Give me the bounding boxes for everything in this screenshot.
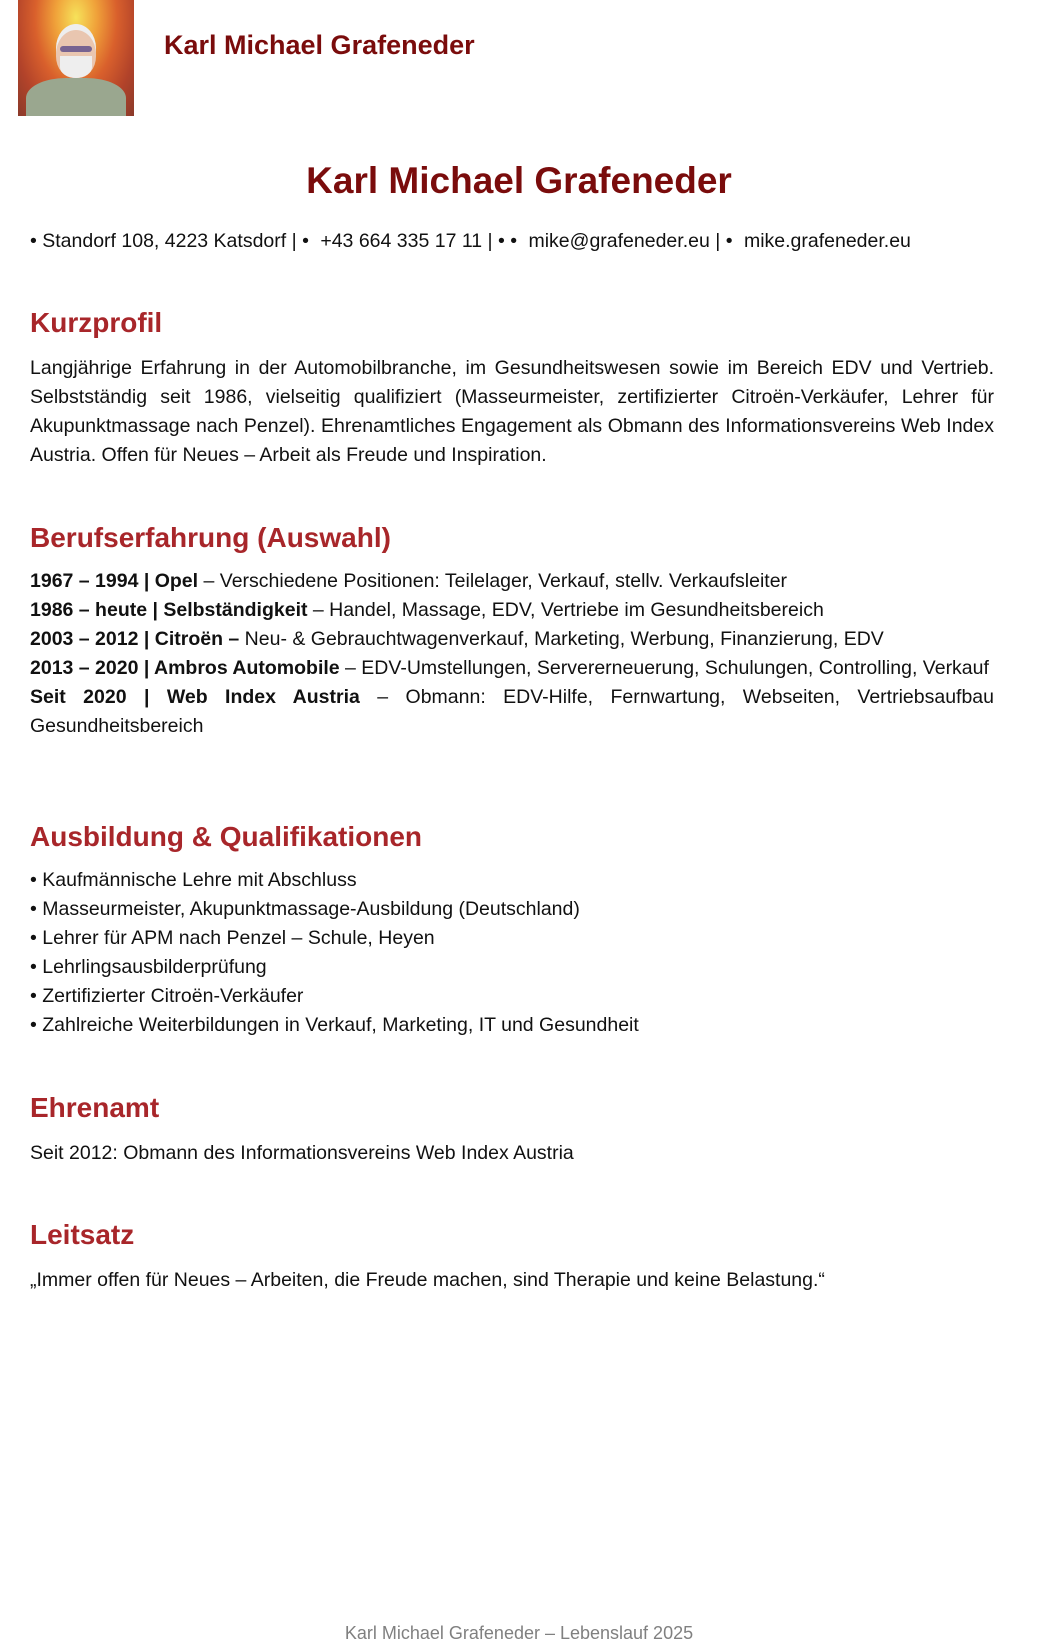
education-list	[30, 866, 639, 1040]
contact-email[interactable]: mike@grafeneder.eu | •	[528, 230, 733, 252]
experience-description: – Obmann: EDV-Hilfe, Fernwartung, Webseiten, Vertriebsaufbau Gesundheitsbereich	[30, 686, 994, 737]
education-item: • Lehrer für APM nach Penzel – Schule, Heyen	[30, 924, 639, 953]
experience-period: Seit 2020 | Web Index Austria	[30, 686, 360, 708]
photo-beard	[60, 56, 92, 78]
heading-ausbildung: Ausbildung & Qualifikationen	[30, 821, 422, 852]
education-item: • Zertifizierter Citroën-Verkäufer	[30, 982, 639, 1011]
experience-description: – Verschiedene Positionen: Teilelager, Verkauf, stellv. Verkaufsleiter	[198, 570, 788, 592]
photo-glasses	[60, 46, 92, 52]
experience-description: Neu- & Gebrauchtwagenverkauf, Marketing, Werbung, Finanzierung, EDV	[239, 628, 884, 650]
experience-entry	[30, 567, 994, 596]
heading-kurzprofil: Kurzprofil	[30, 307, 163, 338]
heading-ehrenamt: Ehrenamt	[30, 1092, 160, 1123]
experience-entry	[30, 625, 994, 654]
heading-leitsatz: Leitsatz	[30, 1219, 135, 1250]
photo-shirt	[26, 78, 126, 116]
experience-entry	[30, 596, 994, 625]
profile-photo	[18, 0, 134, 116]
experience-description: – Handel, Massage, EDV, Vertriebe im Gesundheitsbereich	[307, 599, 824, 621]
heading-berufserfahrung: Berufserfahrung (Auswahl)	[30, 522, 391, 553]
experience-list	[30, 567, 994, 741]
leitsatz-quote: „Immer offen für Neues – Arbeiten, die Freude machen, sind Therapie und keine Belastung.“	[30, 1269, 825, 1291]
contact-phone[interactable]: +43 664 335 17 11 | • •	[320, 230, 518, 252]
page-footer: Karl Michael Grafeneder – Lebenslauf 2025	[344, 1623, 694, 1643]
experience-period: 2013 – 2020 | Ambros Automobile	[30, 657, 340, 679]
page-title: Karl Michael Grafeneder	[306, 160, 732, 201]
experience-period: 1986 – heute | Selbständigkeit	[30, 599, 308, 621]
contact-website[interactable]: mike.grafeneder.eu	[743, 230, 911, 252]
contact-address: • Standorf 108, 4223 Katsdorf | •	[30, 230, 309, 252]
education-item: • Kaufmännische Lehre mit Abschluss	[30, 866, 639, 895]
experience-period: 2003 – 2012 | Citroën –	[30, 628, 240, 650]
contact-line	[30, 230, 917, 253]
ehrenamt-text: Seit 2012: Obmann des Informationsvereins Web Index Austria	[30, 1142, 574, 1164]
header-name: Karl Michael Grafeneder	[164, 30, 475, 60]
experience-period: 1967 – 1994 | Opel	[30, 570, 199, 592]
education-item: • Masseurmeister, Akupunktmassage-Ausbildung (Deutschland)	[30, 895, 639, 924]
kurzprofil-text: Langjährige Erfahrung in der Automobilbranche, im Gesundheitswesen sowie im Bereich EDV und Vertrieb. Selbstständig seit 1986, vielseitig qualifiziert (Masseurmeister, zertifizierter Citroën-Verkäufer, Lehrer für Akupunktmassage nach Penzel). Ehrenamtliches Engagement als Obmann des Informationsvereins Web Index Austria. Offen für Neues – Arbeit als Freude und Inspiration.	[30, 357, 994, 466]
experience-entry	[30, 654, 994, 683]
education-item: • Lehrlingsausbilderprüfung	[30, 953, 639, 982]
experience-description: – EDV-Umstellungen, Servererneuerung, Schulungen, Controlling, Verkauf	[339, 657, 989, 679]
experience-entry	[30, 683, 994, 741]
education-item: • Zahlreiche Weiterbildungen in Verkauf, Marketing, IT und Gesundheit	[30, 1011, 639, 1040]
